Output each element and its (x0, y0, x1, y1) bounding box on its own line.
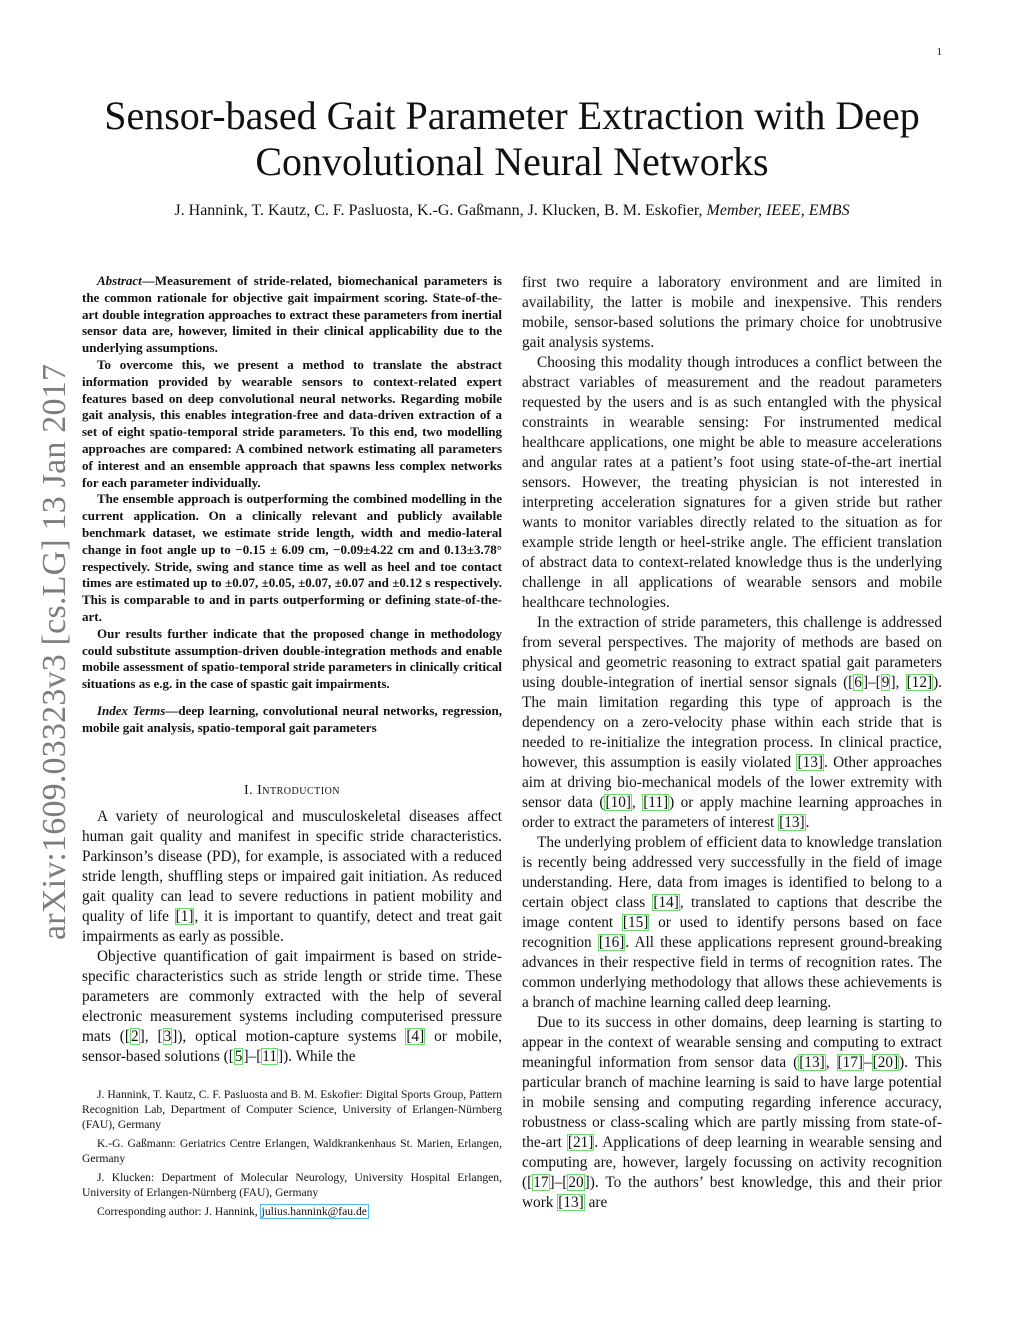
footnotes (82, 1087, 502, 1219)
body-paragraph: Objective quantification of gait impairment is based on stride-specific characteristics such as stride length or stride time. These parameters are commonly extracted with the help of several electronic measurement systems including computerised pressure mats ([2], [3]), optical motion-capture systems [4] or mobile, sensor-based solutions ([5]–[11]). While the (82, 947, 503, 1065)
citation-link[interactable]: [13] (797, 754, 823, 771)
introduction-body-continued (522, 273, 942, 1213)
author-list (80, 200, 944, 222)
citation-link[interactable]: [20] (872, 1054, 899, 1071)
body-paragraph: A variety of neurological and musculoskeletal diseases affect human gait quality and manifest in specific stride characteristics. Parkinson’s disease (PD), for example, is associated with a reduced stride length, shuffling steps or impaired gait initiation. As reduced gait quality can lead to severe reductions in patient mobility and quality of life [1], it is important to quantify, detect and treat gait impairments as early as possible. (82, 807, 502, 945)
footnote: J. Klucken: Department of Molecular Neurology, University Hospital Erlangen, University of Erlangen-Nürnberg (FAU), Germany (82, 1170, 502, 1199)
introduction-body (82, 807, 502, 1067)
page-number: 1 (936, 46, 942, 58)
citation-link[interactable]: 2 (130, 1027, 139, 1045)
citation-link[interactable]: [16] (598, 934, 625, 951)
citation-link[interactable]: [13] (779, 814, 805, 831)
citation-link[interactable]: [10] (605, 794, 631, 811)
citation-link[interactable]: [21] (567, 1134, 594, 1151)
citation-link[interactable]: [15] (622, 914, 649, 931)
right-column (522, 273, 942, 1213)
abstract-paragraph: The ensemble approach is outperforming the combined modelling in the current application. On a clinically relevant and publicly available benchmark dataset, we estimate stride length, width and medio-lateral change in foot angle up to −0.15 ± 6.09 cm, −0.09±4.22 cm and 0.13±3.78° respectively. Stride, swing and stance time as well as heel and toe contact times are estimated up to ±0.07, ±0.05, ±0.07, ±0.07 and ±0.12 s respectively. This is comparable to and in parts outperforming or defining state-of-the-art. (82, 491, 502, 624)
citation-link[interactable]: [1] (175, 907, 194, 925)
citation-link[interactable]: [4] (406, 1027, 425, 1045)
abstract-label: Abstract (97, 273, 142, 288)
footnote: K.-G. Gaßmann: Geriatrics Centre Erlangen, Waldkrankenhaus St. Marien, Erlangen, Germany (82, 1136, 502, 1165)
index-terms (82, 703, 502, 737)
citation-link[interactable]: [17] (837, 1054, 864, 1071)
abstract (82, 273, 502, 693)
abstract-paragraph: To overcome this, we present a method to translate the abstract information provided by wearable sensors to context-related expert features based on deep convolutional neural networks. Regarding mobile gait analysis, this enables integration-free and data-driven extraction of a set of eight spatio-temporal stride parameters. To this end, two modelling approaches are compared: A combined network estimating all parameters of interest and an ensemble approach that spawns less complex networks for each parameter individually. (82, 356, 502, 490)
index-terms-label: Index Terms (97, 702, 166, 718)
email-link[interactable]: julius.hannink@fau.de (261, 1204, 367, 1218)
left-column (82, 273, 502, 1223)
citation-link[interactable]: [12] (906, 674, 933, 691)
paper-title: Sensor-based Gait Parameter Extraction with Deep Convolutional Neural Networks (104, 93, 920, 184)
footnote-corresponding-author: Corresponding author: J. Hannink, julius.hannink@fau.de (97, 1204, 367, 1218)
citation-link[interactable]: 3 (163, 1027, 172, 1045)
section-heading-introduction: I. Introduction (243, 782, 341, 798)
author-membership: Member, IEEE, EMBS (706, 202, 850, 219)
citation-link[interactable]: 5 (234, 1047, 243, 1065)
citation-link[interactable]: 11 (262, 1047, 278, 1065)
abstract-paragraph: Abstract—Measurement of stride-related, biomechanical parameters is the common rationale for objective gait impairment scoring. State-of-the-art double integration approaches to extract these parameters from inertial sensor data are, however, limited in their clinical applicability due to the underlying assumptions. (82, 273, 502, 356)
citation-link[interactable]: 20 (568, 1174, 584, 1191)
citation-link[interactable]: [13] (799, 1054, 825, 1071)
footnote: J. Hannink, T. Kautz, C. F. Pasluosta and B. M. Eskofier: Digital Sports Group, Pattern Recognition Lab, Department of Computer Science, University of Erlangen-Nürnberg (FAU), Germany (82, 1087, 502, 1131)
abstract-paragraph: Our results further indicate that the proposed change in methodology could substitute assumption-driven double-integration methods and enable mobile assessment of spatio-temporal stride parameters in clinically critical situations as e.g. in the case of spastic gait impairments. (82, 625, 502, 692)
body-paragraph: Due to its success in other domains, deep learning is starting to appear in the context of wearable sensing and computing to extract meaningful information from sensor data ([13], [17]–[20]). This particular branch of machine learning is said to have large potential in mobile sensing and computing regarding inference accuracy, robustness or class-scaling which are partly missing from state-of-the-art [21]. Applications of deep learning in wearable sensing and computing are, however, largely focussing on activity recognition ([17]–[20]). To the authors’ best knowledge, this and their prior work [13] are (522, 1014, 942, 1211)
citation-link[interactable]: 17 (533, 1174, 549, 1191)
body-paragraph: Choosing this modality though introduces a conflict between the abstract variables of measurement and the readout parameters requested by the users and is as such entangled with the physical constraints in wearable sensing: For instrumented medical healthcare applications, one might be able to measure accelerations and angular rates at a patient’s foot using state-of-the-art inertial sensors. However, the treating physician is not interested in interpreting acceleration signatures for a given stride but rather wants to monitor variables directly related to the situation as for example stride length or heel-strike angle. The efficient translation of abstract data to context-related knowledge thus is the underlying challenge in all applications of wearable sensors and mobile healthcare technologies. (522, 354, 942, 611)
body-paragraph: first two require a laboratory environment and are limited in availability, the latter is mobile and inexpensive. This renders mobile, sensor-based solutions the primary choice for unobtrusive gait analysis systems. (522, 274, 942, 351)
body-paragraph: The underlying problem of efficient data to knowledge translation is recently being addressed very successfully in the field of image understanding. Here, data from images is identified to belong to a certain object class [14], translated to captions that describe the image content [15] or used to identify persons based on face recognition [16]. All these applications represent ground-breaking advances in their respective field in terms of recognition rates. The common underlying methodology that allows these achievements is a branch of machine learning called deep learning. (522, 834, 942, 1011)
arxiv-identifier: arXiv:1609.03323v3 [cs.LG] 13 Jan 2017 (36, 363, 73, 940)
citation-link[interactable]: [14] (653, 894, 679, 911)
citation-link[interactable]: 9 (881, 674, 890, 691)
index-terms-paragraph: Index Terms—deep learning, convolutional neural networks, regression, mobile gait analysis, spatio-temporal gait parameters (82, 702, 502, 735)
citation-link[interactable]: [13] (558, 1194, 584, 1211)
body-paragraph: In the extraction of stride parameters, this challenge is addressed from several perspectives. The majority of methods are based on physical and geometric reasoning to extract spatial gait parameters using double-integration of inertial sensor signals ([6]–[9], [12]). The main limitation regarding this type of approach is the dependency on a zero-velocity phase within each stride that is needed to re-initialize the integration process. In clinical practice, however, this assumption is easily violated [13]. Other approaches aim at driving bio-mechanical models of the lower extremity with sensor data ([10], [11]) or apply machine learning approaches in order to extract the parameters of interest [13]. (522, 614, 942, 831)
citation-link[interactable]: 6 (854, 674, 862, 691)
author-names: J. Hannink, T. Kautz, C. F. Pasluosta, K.-G. Gaßmann, J. Klucken, B. M. Eskofier, (174, 202, 703, 219)
citation-link[interactable]: [11] (643, 794, 669, 811)
